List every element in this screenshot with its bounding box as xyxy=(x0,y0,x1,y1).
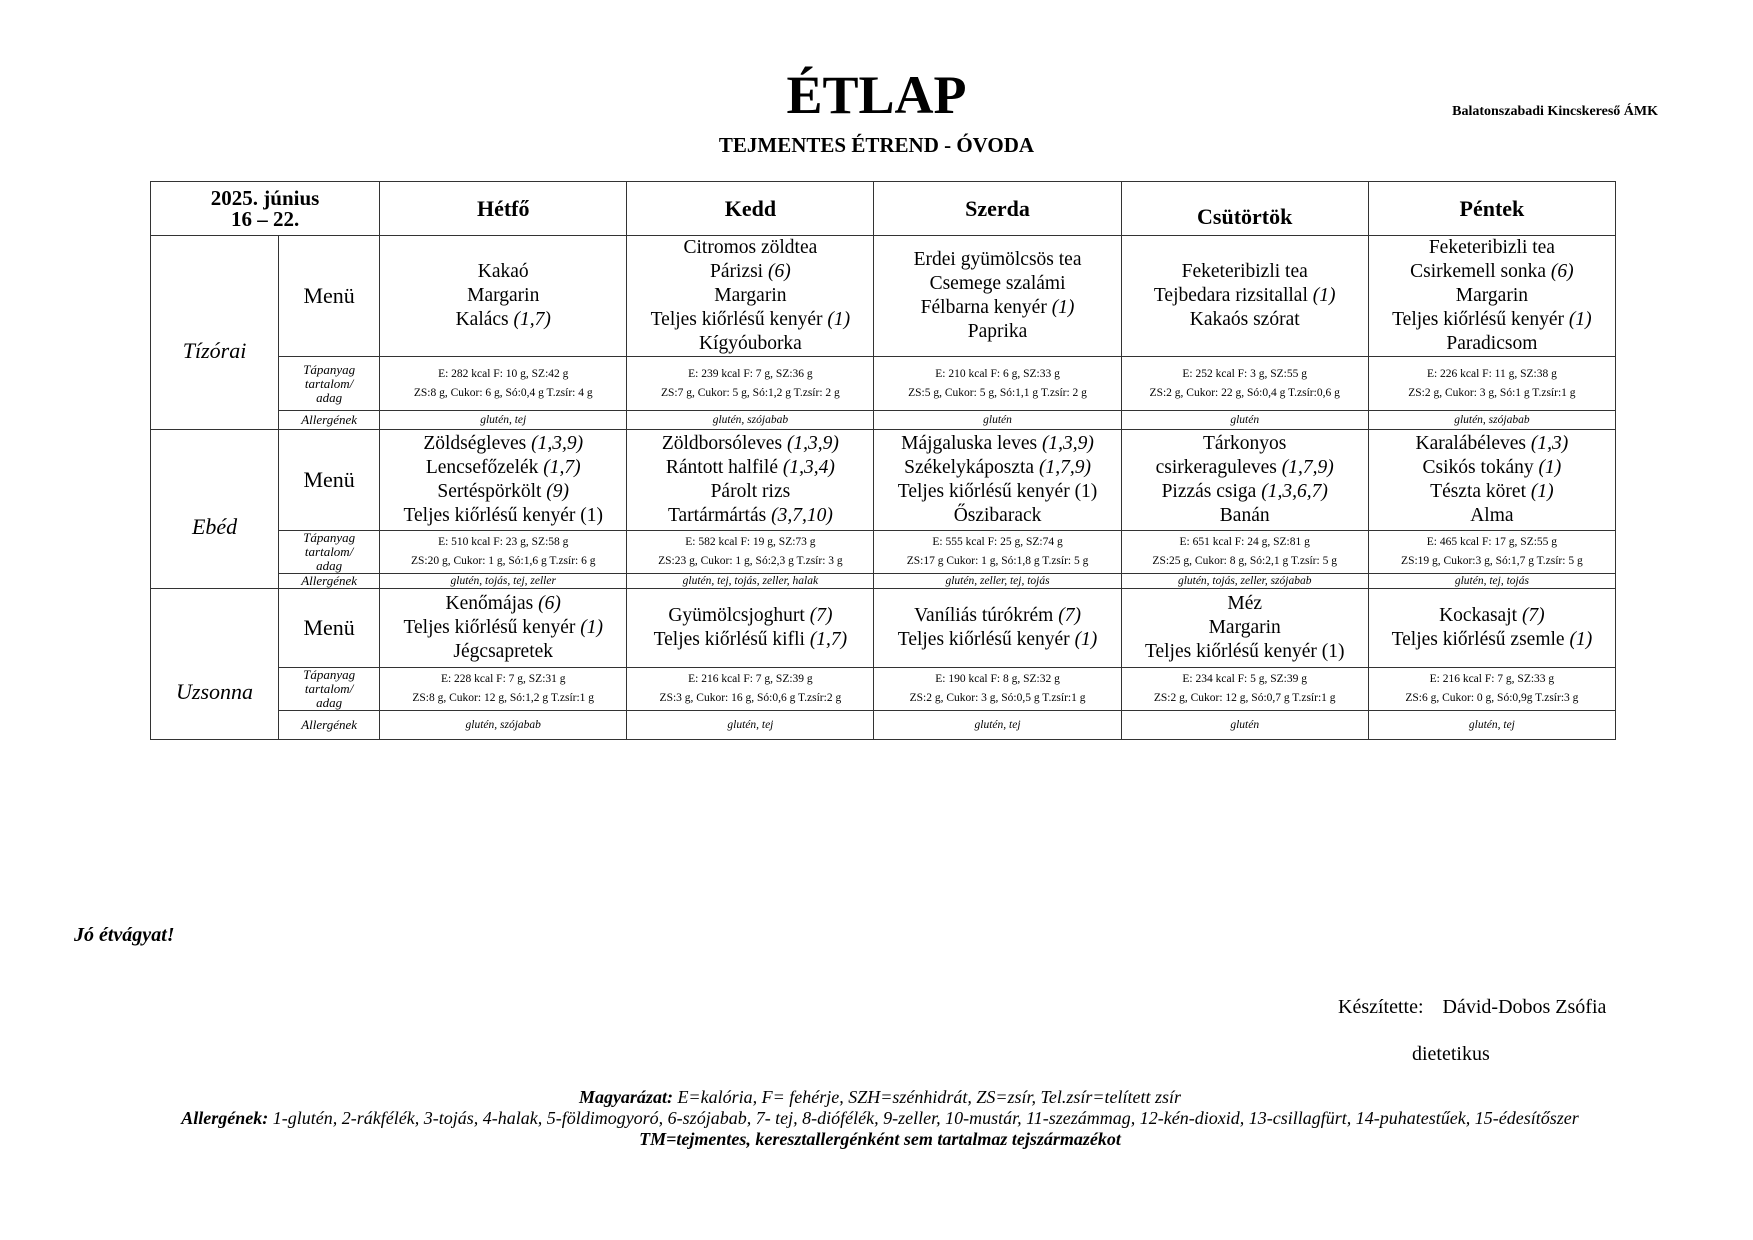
dish-cell xyxy=(627,236,874,357)
dish-line xyxy=(1126,592,1364,616)
institution-name: Balatonszabadi Kincskereső ÁMK xyxy=(1452,104,1658,119)
dish-line xyxy=(1126,504,1364,528)
nutrition-cell xyxy=(1368,357,1615,411)
dish-line xyxy=(631,236,869,260)
dish-name: Karalábéleves xyxy=(1415,433,1531,454)
allergen-code: (7) xyxy=(809,605,833,626)
nutrition-line: ZS:20 g, Cukor: 1 g, Só:1,6 g T.zsír: 6 g xyxy=(410,555,596,567)
nutrition-line: E: 252 kcal F: 3 g, SZ:55 g xyxy=(1182,367,1307,380)
dish-line xyxy=(384,480,622,504)
allergen-code: (1) xyxy=(827,309,851,330)
day-header: Hétfő xyxy=(380,182,627,236)
dish-name: Tárkonyos xyxy=(1203,433,1287,454)
dish-line xyxy=(1126,640,1364,664)
dish-cell xyxy=(380,430,627,531)
dish-line xyxy=(384,456,622,480)
allergens-cell: glutén, tej xyxy=(1368,711,1615,740)
dish-line xyxy=(1126,432,1364,456)
dish-name: Párolt rizs xyxy=(710,481,791,502)
dish-name: csirkeraguleves xyxy=(1155,457,1282,478)
allergen-code: (1,3,9) xyxy=(1041,433,1094,454)
nutrition-line: E: 210 kcal F: 6 g, SZ:33 g xyxy=(935,367,1060,380)
dish-name: Zöldborsóleves xyxy=(661,433,787,454)
allergen-code: (6) xyxy=(767,261,791,282)
nutrition-cell xyxy=(627,668,874,711)
allergen-code: (9) xyxy=(546,481,570,502)
allergens-label: Allergének xyxy=(279,574,380,589)
dish-name: Teljes kiőrlésű kenyér xyxy=(403,617,581,638)
dish-name: Margarin xyxy=(1208,617,1281,638)
dish-name: Csikós tokány xyxy=(1422,457,1539,478)
allergen-code: (1) xyxy=(1530,481,1554,502)
dish-name: Teljes kiőrlésű kenyér (1) xyxy=(897,481,1098,502)
dish-name: Erdei gyümölcsös tea xyxy=(913,249,1082,270)
meal-name: Tízórai xyxy=(151,236,279,430)
nutrition-row xyxy=(151,357,1616,411)
nutrition-cell xyxy=(874,357,1121,411)
nutrition-row xyxy=(151,531,1616,574)
dish-cell xyxy=(627,589,874,668)
dish-line xyxy=(1126,260,1364,284)
nutrition-line: E: 510 kcal F: 23 g, SZ:58 g xyxy=(438,536,569,548)
allergens-cell: glutén, zeller, tej, tojás xyxy=(874,574,1121,589)
nutrition-line: ZS:3 g, Cukor: 16 g, Só:0,6 g T.zsír:2 g xyxy=(659,692,842,704)
allergen-code: (1) xyxy=(1569,629,1593,650)
dish-line xyxy=(878,628,1116,652)
allergens-label: Allergének xyxy=(279,411,380,430)
nutrition-label xyxy=(279,668,380,711)
nutrition-cell xyxy=(1121,357,1368,411)
dish-line xyxy=(631,332,869,356)
dish-cell xyxy=(1368,430,1615,531)
tm-note: TM=tejmentes, keresztallergénként sem tartalmaz tejszármazékot xyxy=(639,1129,1121,1149)
appetite-wish: Jó étvágyat! xyxy=(74,924,175,946)
nutrition-label-line: Tápanyag xyxy=(303,667,356,682)
dish-name: Pizzás csiga xyxy=(1161,481,1262,502)
nutrition-cell xyxy=(380,531,627,574)
prepared-name: Dávid-Dobos Zsófia xyxy=(1442,996,1607,1018)
dish-cell xyxy=(1121,589,1368,668)
dish-name: Májgaluska leves xyxy=(901,433,1042,454)
allergen-code: (1,3,9) xyxy=(786,433,839,454)
nutrition-line: ZS:8 g, Cukor: 6 g, Só:0,4 g T.zsír: 4 g xyxy=(413,386,593,399)
menu-label: Menü xyxy=(279,430,380,531)
dish-line xyxy=(631,480,869,504)
allergen-code: (6) xyxy=(538,593,561,614)
dish-name: Alma xyxy=(1470,505,1514,526)
allergens-row xyxy=(151,411,1616,430)
allergen-code: (6) xyxy=(1550,261,1574,282)
dish-name: Paprika xyxy=(967,321,1028,342)
nutrition-line: ZS:2 g, Cukor: 22 g, Só:0,4 g T.zsír:0,6 g xyxy=(1149,386,1340,399)
nutrition-line: ZS:7 g, Cukor: 5 g, Só:1,2 g T.zsír: 2 g xyxy=(660,386,840,399)
dish-line xyxy=(1373,604,1611,628)
dish-name: Kockasajt xyxy=(1439,605,1522,626)
menu-label: Menü xyxy=(279,589,380,668)
dish-cell xyxy=(874,236,1121,357)
dish-name: Kalács xyxy=(455,309,514,330)
dish-name: Székelykáposzta xyxy=(904,457,1039,478)
allergen-code: (1) xyxy=(1051,297,1075,318)
allergen-legend-line xyxy=(100,1108,1660,1129)
dish-name: Zöldségleves xyxy=(423,433,532,454)
allergens-cell: glutén, tej xyxy=(380,411,627,430)
nutrition-line: E: 465 kcal F: 17 g, SZ:55 g xyxy=(1426,536,1558,548)
week-date xyxy=(151,182,380,236)
nutrition-label-line: adag xyxy=(316,558,343,573)
nutrition-cell xyxy=(874,668,1121,711)
nutrition-label xyxy=(279,531,380,574)
dish-line xyxy=(631,284,869,308)
allergens-cell: glutén, tojás, zeller, szójabab xyxy=(1121,574,1368,589)
dish-line xyxy=(1373,480,1611,504)
allergen-code: (3,7,10) xyxy=(771,505,833,526)
dish-name: Kenőmájas xyxy=(445,593,539,614)
dish-line xyxy=(631,456,869,480)
dish-line xyxy=(1373,504,1611,528)
nutrition-cell xyxy=(1121,531,1368,574)
dish-cell xyxy=(1121,430,1368,531)
dish-name: Kakaós szórat xyxy=(1189,309,1300,330)
nutrition-line: E: 234 kcal F: 5 g, SZ:39 g xyxy=(1182,673,1307,685)
dish-line xyxy=(384,284,622,308)
nutrition-line: E: 555 kcal F: 25 g, SZ:74 g xyxy=(932,536,1063,548)
dish-line xyxy=(384,432,622,456)
nutrition-label-line: Tápanyag xyxy=(303,530,356,545)
nutrition-line: E: 190 kcal F: 8 g, SZ:32 g xyxy=(935,673,1060,685)
allergen-legend-label: Allergének: xyxy=(181,1108,269,1128)
allergen-code: (1,7,9) xyxy=(1038,457,1091,478)
dish-line xyxy=(631,628,869,652)
week-month: 2025. június xyxy=(210,185,320,210)
allergens-cell: glutén, szójabab xyxy=(380,711,627,740)
nutrition-label-line: adag xyxy=(316,389,343,405)
dish-name: Tejbedara rizsitallal xyxy=(1153,285,1313,306)
dish-cell xyxy=(1368,589,1615,668)
page-subtitle: TEJMENTES ÉTREND - ÓVODA xyxy=(718,133,1035,157)
nutrition-cell xyxy=(627,357,874,411)
allergen-code: (1,3,6,7) xyxy=(1261,481,1328,502)
dish-line xyxy=(878,604,1116,628)
dish-cell xyxy=(380,589,627,668)
dish-line xyxy=(384,308,622,332)
dish-name: Vaníliás túrókrém xyxy=(914,605,1059,626)
dish-line xyxy=(384,592,622,616)
dish-line xyxy=(384,260,622,284)
dish-name: Teljes kiőrlésű kenyér (1) xyxy=(403,505,603,526)
menu-row xyxy=(151,589,1616,668)
dish-name: Csirkemell sonka xyxy=(1410,261,1551,282)
allergens-row xyxy=(151,574,1616,589)
dish-name: Kakaó xyxy=(477,261,529,282)
allergen-code: (1,7) xyxy=(513,309,551,330)
allergens-cell: glutén, tej, tojás xyxy=(1368,574,1615,589)
dish-name: Teljes kiőrlésű kenyér xyxy=(650,309,828,330)
dish-name: Margarin xyxy=(714,285,787,306)
nutrition-line: E: 582 kcal F: 19 g, SZ:73 g xyxy=(685,536,816,548)
dish-name: Teljes kiőrlésű kenyér xyxy=(897,629,1075,650)
allergen-code: (1,7,9) xyxy=(1281,457,1334,478)
nutrition-label-line: tartalom/ xyxy=(304,375,354,391)
nutrition-label-line: tartalom/ xyxy=(304,544,354,559)
menu-label: Menü xyxy=(279,236,380,357)
nutrition-label xyxy=(279,357,380,411)
allergen-code: (1,3) xyxy=(1530,433,1569,454)
nutrition-cell xyxy=(1368,531,1615,574)
allergens-cell: glutén, szójabab xyxy=(627,411,874,430)
dish-name: Margarin xyxy=(1455,285,1528,306)
dish-name: Teljes kiőrlésű kifli xyxy=(653,629,810,650)
nutrition-label-line: adag xyxy=(316,695,343,710)
nutrition-cell xyxy=(1368,668,1615,711)
allergens-cell: glutén, tojás, tej, zeller xyxy=(380,574,627,589)
dish-line xyxy=(878,456,1116,480)
nutrition-cell xyxy=(380,357,627,411)
dish-name: Rántott halfilé xyxy=(665,457,783,478)
dish-name: Csemege szalámi xyxy=(929,273,1066,294)
nutrition-label-line: tartalom/ xyxy=(304,681,354,696)
dish-name: Tészta köret xyxy=(1430,481,1531,502)
dish-name: Paradicsom xyxy=(1446,333,1538,354)
dish-name: Kígyóuborka xyxy=(698,333,802,354)
dish-name: Teljes kiőrlésű zsemle xyxy=(1391,629,1570,650)
nutrition-label-line: Tápanyag xyxy=(303,361,356,377)
page-title: ÉTLAP xyxy=(786,65,967,125)
profession: dietetikus xyxy=(1412,1043,1490,1065)
allergen-code: (1,3,4) xyxy=(782,457,835,478)
dish-name: Gyümölcsjoghurt xyxy=(668,605,810,626)
nutrition-line: ZS:2 g, Cukor: 12 g, Só:0,7 g T.zsír:1 g xyxy=(1153,692,1336,704)
allergen-code: (7) xyxy=(1521,605,1545,626)
dish-name: Teljes kiőrlésű kenyér xyxy=(1392,309,1569,330)
dish-line xyxy=(1373,332,1611,356)
dish-cell xyxy=(1368,236,1615,357)
nutrition-line: ZS:25 g, Cukor: 8 g, Só:2,1 g T.zsír: 5 g xyxy=(1152,555,1337,567)
nutrition-line: E: 216 kcal F: 7 g, SZ:33 g xyxy=(1429,673,1555,685)
nutrition-row xyxy=(151,668,1616,711)
dish-name: Feketeribizli tea xyxy=(1181,261,1308,282)
menu-row xyxy=(151,430,1616,531)
dish-line xyxy=(631,260,869,284)
dish-line xyxy=(1126,284,1364,308)
nutrition-line: ZS:5 g, Cukor: 5 g, Só:1,1 g T.zsír: 2 g xyxy=(908,386,1087,399)
allergens-row xyxy=(151,711,1616,740)
dish-line xyxy=(1126,308,1364,332)
dish-name: Párizsi xyxy=(710,261,768,282)
dish-cell xyxy=(874,430,1121,531)
dish-line xyxy=(878,296,1116,320)
dish-line xyxy=(384,504,622,528)
dish-line xyxy=(1373,284,1611,308)
nutrition-line: ZS:2 g, Cukor: 3 g, Só:0,5 g T.zsír:1 g xyxy=(909,692,1086,704)
dish-line xyxy=(631,432,869,456)
dish-line xyxy=(1373,456,1611,480)
dish-line xyxy=(384,616,622,640)
legend-text: E=kalória, F= fehérje, SZH=szénhidrát, ZS=zsír, Tel.zsír=telített zsír xyxy=(672,1087,1182,1107)
dish-name: Jégcsapretek xyxy=(453,641,554,662)
day-header: Csütörtök xyxy=(1121,182,1368,236)
dish-line xyxy=(631,504,869,528)
allergen-code: (1,7) xyxy=(809,629,848,650)
nutrition-line: E: 239 kcal F: 7 g, SZ:36 g xyxy=(688,367,813,380)
dish-name: Méz xyxy=(1227,593,1263,614)
nutrition-cell xyxy=(1121,668,1368,711)
meal-name: Ebéd xyxy=(151,430,279,589)
allergen-code: (1,7) xyxy=(543,457,581,478)
nutrition-cell xyxy=(627,531,874,574)
dish-name: Citromos zöldtea xyxy=(683,237,818,258)
dish-line xyxy=(878,248,1116,272)
prepared-by xyxy=(1338,996,1606,1019)
nutrition-line: E: 651 kcal F: 24 g, SZ:81 g xyxy=(1179,536,1310,548)
legend-label: Magyarázat: xyxy=(578,1087,673,1107)
dish-line xyxy=(384,640,622,664)
menu-row xyxy=(151,236,1616,357)
allergen-code: (1) xyxy=(1538,457,1562,478)
menu-table xyxy=(150,181,1616,740)
allergen-code: (7) xyxy=(1058,605,1081,626)
dish-line xyxy=(1373,432,1611,456)
dish-name: Banán xyxy=(1219,505,1270,526)
dish-line xyxy=(1126,480,1364,504)
nutrition-line: E: 216 kcal F: 7 g, SZ:39 g xyxy=(688,673,813,685)
allergens-cell: glutén, tej xyxy=(627,711,874,740)
nutrition-line: ZS:6 g, Cukor: 0 g, Só:0,9g T.zsír:3 g xyxy=(1405,692,1579,704)
week-range: 16 – 22. xyxy=(230,206,300,231)
allergen-code: (1) xyxy=(1568,309,1592,330)
nutrition-cell xyxy=(874,531,1121,574)
dish-line xyxy=(1126,616,1364,640)
nutrition-line: ZS:23 g, Cukor: 1 g, Só:2,3 g T.zsír: 3 g xyxy=(658,555,843,567)
dish-name: Feketeribizli tea xyxy=(1428,237,1555,258)
allergens-cell: glutén, szójabab xyxy=(1368,411,1615,430)
dish-cell xyxy=(1121,236,1368,357)
allergen-code: (1) xyxy=(1312,285,1336,306)
allergens-cell: glutén, tej, tojás, zeller, halak xyxy=(627,574,874,589)
dish-name: Margarin xyxy=(467,285,540,306)
nutrition-line: ZS:19 g, Cukor:3 g, Só:1,7 g T.zsír: 5 g xyxy=(1401,555,1583,567)
allergen-legend-text: 1-glutén, 2-rákfélék, 3-tojás, 4-halak, 5-földimogyoró, 6-szójabab, 7- tej, 8-diófélék, 9-zeller, 10-mustár, 11-szezámmag, 12-kén-dioxid, 13-csillagfürt, 14-puhatestűek, 15-édesítőszer xyxy=(268,1108,1579,1128)
allergens-cell: glutén, tej xyxy=(874,711,1121,740)
dish-line xyxy=(878,320,1116,344)
dish-line xyxy=(1373,308,1611,332)
dish-name: Félbarna kenyér xyxy=(920,297,1052,318)
dish-name: Őszibarack xyxy=(953,505,1042,526)
meal-name: Uzsonna xyxy=(151,589,279,740)
menu-body xyxy=(151,236,1616,740)
allergen-code: (1) xyxy=(1074,629,1098,650)
dish-line xyxy=(878,432,1116,456)
allergens-cell: glutén xyxy=(1121,711,1368,740)
allergen-code: (1) xyxy=(580,617,603,638)
dish-line xyxy=(878,272,1116,296)
day-header: Péntek xyxy=(1368,182,1615,236)
dish-line xyxy=(878,504,1116,528)
prepared-label: Készítette: xyxy=(1338,996,1424,1018)
nutrition-line: E: 228 kcal F: 7 g, SZ:31 g xyxy=(440,673,566,685)
dish-name: Lencsefőzelék xyxy=(425,457,544,478)
nutrition-line: ZS:17 g Cukor: 1 g, Só:1,8 g T.zsír: 5 g xyxy=(906,555,1089,567)
dish-line xyxy=(631,604,869,628)
dish-cell xyxy=(627,430,874,531)
dish-line xyxy=(631,308,869,332)
allergens-cell: glutén xyxy=(1121,411,1368,430)
allergen-code: (1,3,9) xyxy=(531,433,584,454)
dish-line xyxy=(878,480,1116,504)
legend xyxy=(100,1087,1660,1150)
allergens-label: Allergének xyxy=(279,711,380,740)
allergens-cell: glutén xyxy=(874,411,1121,430)
nutrition-cell xyxy=(380,668,627,711)
dish-cell xyxy=(380,236,627,357)
dish-name: Tartármártás xyxy=(667,505,772,526)
legend-line xyxy=(100,1087,1660,1108)
nutrition-line: E: 282 kcal F: 10 g, SZ:42 g xyxy=(438,367,569,380)
nutrition-line: E: 226 kcal F: 11 g, SZ:38 g xyxy=(1426,367,1557,380)
nutrition-line: ZS:2 g, Cukor: 3 g, Só:1 g T.zsír:1 g xyxy=(1408,386,1576,399)
dish-cell xyxy=(874,589,1121,668)
dish-line xyxy=(1126,456,1364,480)
dish-name: Sertéspörkölt xyxy=(437,481,547,502)
dish-line xyxy=(1373,628,1611,652)
dish-name: Teljes kiőrlésű kenyér (1) xyxy=(1144,641,1345,662)
dish-line xyxy=(1373,260,1611,284)
dish-line xyxy=(1373,236,1611,260)
day-header: Kedd xyxy=(627,182,874,236)
nutrition-line: ZS:8 g, Cukor: 12 g, Só:1,2 g T.zsír:1 g xyxy=(412,692,595,704)
day-header: Szerda xyxy=(874,182,1121,236)
